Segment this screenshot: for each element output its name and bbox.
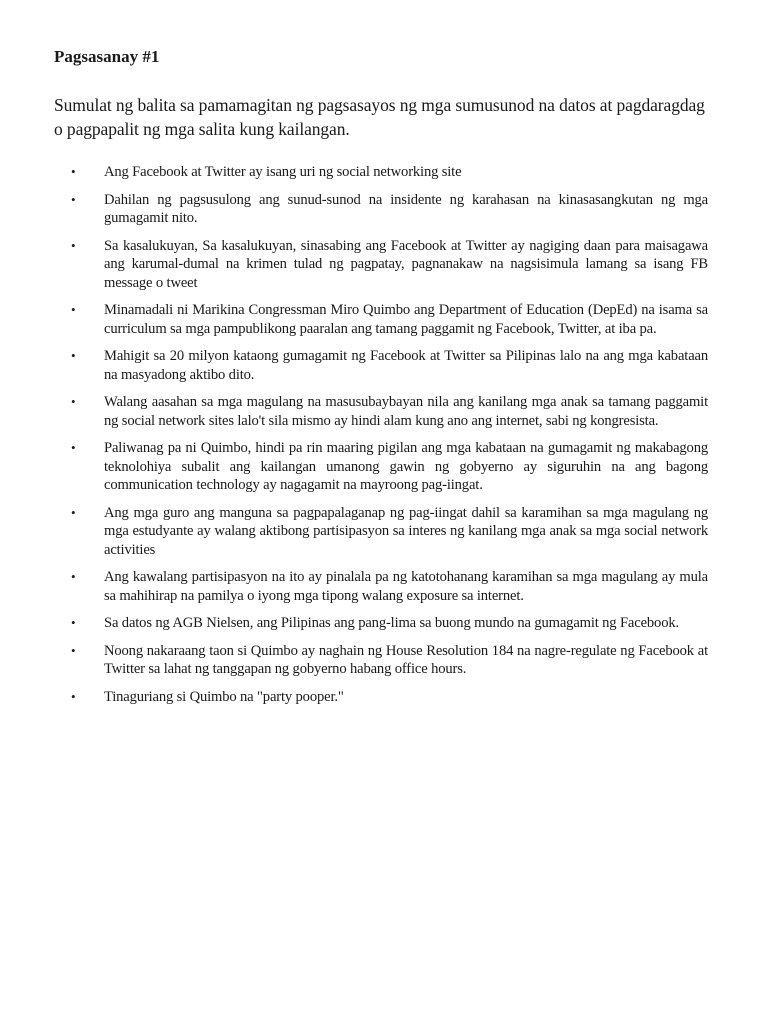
bullet-icon: • <box>71 348 76 363</box>
list-item <box>54 568 708 605</box>
list-item-text: Ang Facebook at Twitter ay isang uri ng social networking site <box>104 164 462 180</box>
bullet-icon: • <box>71 302 76 317</box>
list-item <box>54 347 708 384</box>
instructions-paragraph: Sumulat ng balita sa pamamagitan ng pagsasayos ng mga sumusunod na datos at pagdaragdag o pagpapalit ng mga salita kung kailangan. <box>54 95 705 139</box>
list-item-text: Sa datos ng AGB Nielsen, ang Pilipinas ang pang-lima sa buong mundo na gumagamit ng Facebook. <box>104 615 679 631</box>
list-item <box>54 393 708 430</box>
list-item-text: Ang kawalang partisipasyon na ito ay pinalala pa ng katotohanang karamihan sa mga magulang ay mula sa mahihirap na pamilya o iyong mga tipong walang exposure sa internet. <box>104 569 708 604</box>
list-item <box>54 614 708 633</box>
list-item-text: Noong nakaraang taon si Quimbo ay naghain ng House Resolution 184 na nagre-regulate ng Facebook at Twitter sa lahat ng tanggapan ng gobyerno habang office hours. <box>104 642 708 677</box>
list-item <box>54 237 708 293</box>
bullet-icon: • <box>71 440 76 455</box>
bullet-icon: • <box>71 615 76 630</box>
list-item <box>54 301 708 338</box>
list-item <box>54 688 708 707</box>
bullet-icon: • <box>71 191 76 207</box>
list-item-text: Walang aasahan sa mga magulang na masusubaybayan nila ang kanilang mga anak sa tamang paggamit ng social network sites lalo't sila mismo ay hindi alam kung ano ang internet, sabi ng kongresista. <box>104 394 708 429</box>
bullet-icon: • <box>71 569 76 584</box>
list-item <box>54 191 708 228</box>
bullet-icon: • <box>71 164 76 179</box>
list-item <box>54 163 708 182</box>
list-item-text: Ang mga guro ang manguna sa pagpapalaganap ng pag-iingat dahil sa karamihan sa mga magulang ng mga estudyante ay walang aktibong partisipasyon sa interes ng kanilang mga anak sa mga social network activities <box>104 504 708 558</box>
list-item-text: Tinaguriang si Quimbo na "party pooper." <box>104 688 344 705</box>
list-item <box>54 642 708 679</box>
bullet-icon: • <box>71 237 76 253</box>
facts-list <box>54 163 708 706</box>
list-item <box>54 504 708 560</box>
list-item-text: Minamadali ni Marikina Congressman Miro Quimbo ang Department of Education (DepEd) na isama sa curriculum sa mga pampublikong paaralan ang tamang paggamit ng Facebook, Twitter, at iba pa. <box>104 302 708 337</box>
list-item-text: Mahigit sa 20 milyon kataong gumagamit ng Facebook at Twitter sa Pilipinas lalo na ang mga kabataan na masyadong aktibo dito. <box>104 348 708 383</box>
bullet-icon: • <box>71 394 76 409</box>
bullet-icon: • <box>71 504 76 520</box>
bullet-icon: • <box>71 642 76 658</box>
list-item-text: Paliwanag pa ni Quimbo, hindi pa rin maaring pigilan ang mga kabataan na gumagamit ng makabagong teknolohiya subalit ang kailangan umanong gawin ng gobyerno ay siguruhin na ang bagong communication technology ay nagagamit na mayroong pag-iingat. <box>104 440 708 493</box>
list-item-text: Dahilan ng pagsusulong ang sunud-sunod na insidente ng karahasan na kinasasangkutan ng mga gumagamit nito. <box>104 191 708 226</box>
bullet-icon: • <box>71 688 76 704</box>
list-item <box>54 439 708 495</box>
exercise-title: Pagsasanay #1 <box>54 47 160 66</box>
list-item-text: Sa kasalukuyan, Sa kasalukuyan, sinasabing ang Facebook at Twitter ay nagiging daan para maisagawa ang karumal-dumal na krimen tulad ng pagpatay, pagnanakaw na nagsisimula lamang sa isang FB message o tweet <box>104 237 708 291</box>
